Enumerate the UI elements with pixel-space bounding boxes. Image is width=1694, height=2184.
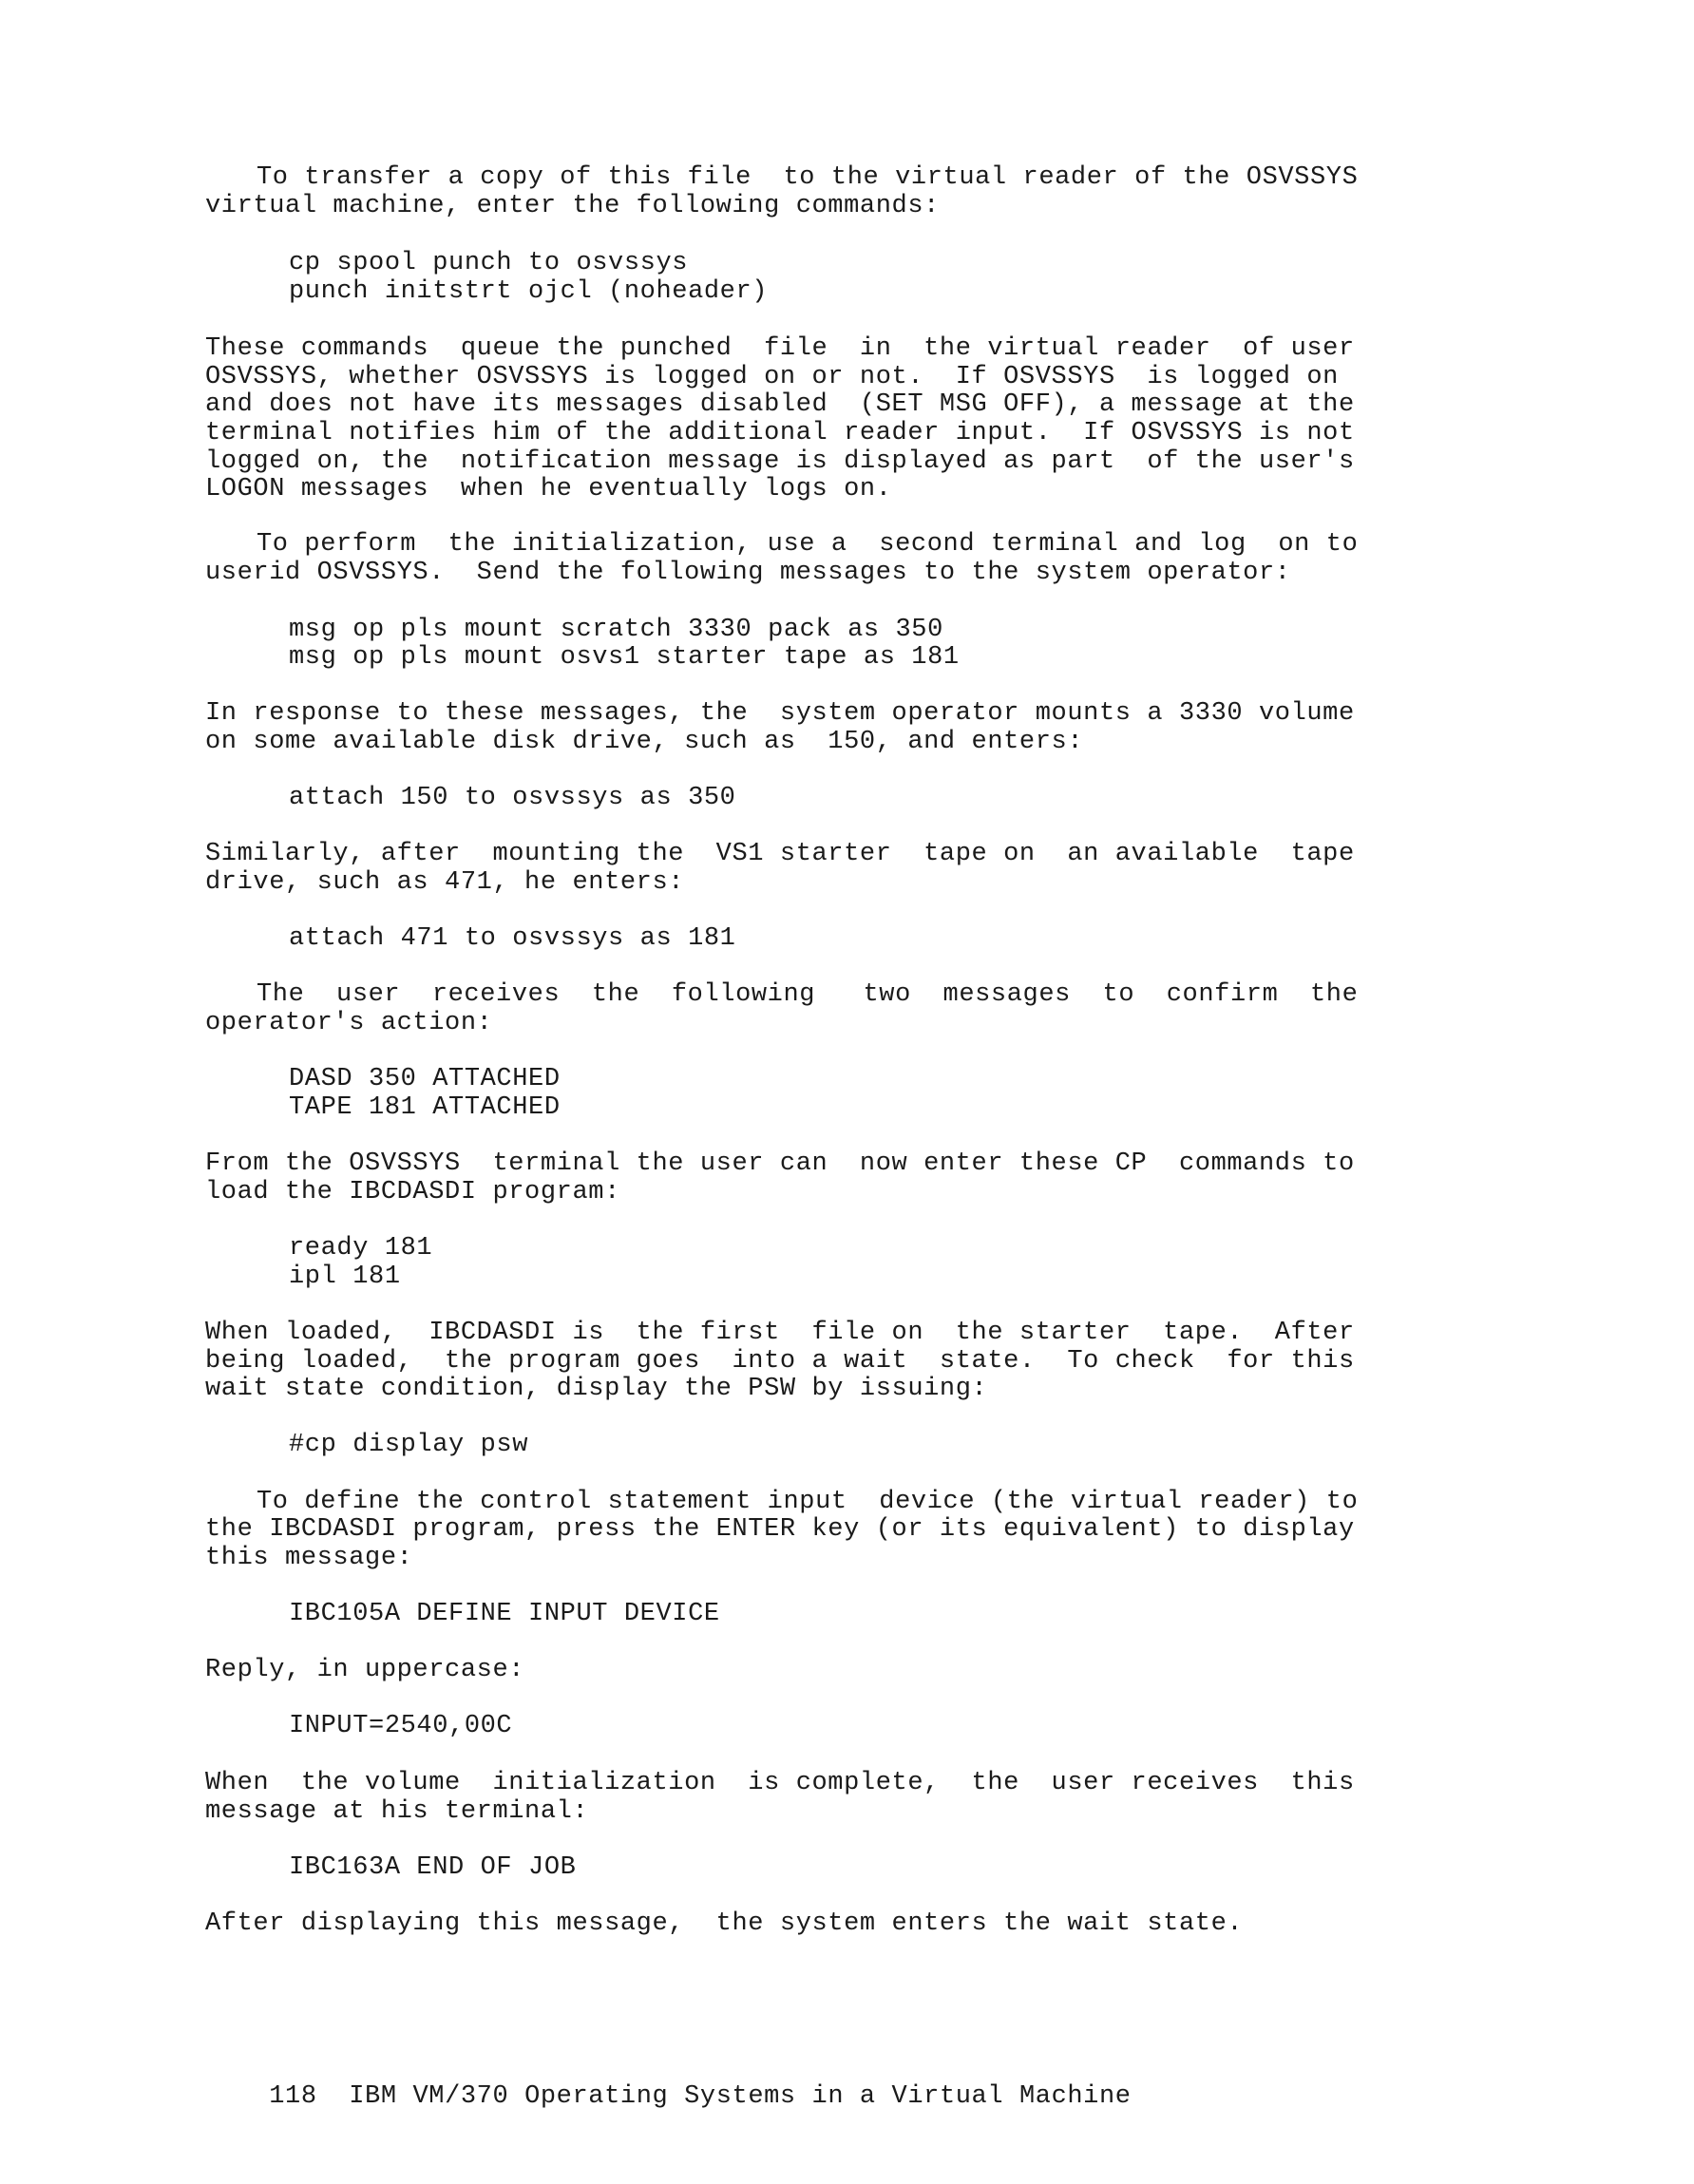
code-line: IBC105A DEFINE INPUT DEVICE (289, 1600, 720, 1628)
code-line: TAPE 181 ATTACHED (289, 1093, 561, 1122)
text-line: operator's action: (205, 1009, 493, 1037)
code-line: punch initstrt ojcl (noheader) (289, 277, 769, 306)
text-line: logged on, the notification message is displayed as part of the user's (205, 447, 1355, 476)
text-line: To define the control statement input device (the virtual reader) to (257, 1488, 1359, 1516)
page-footer (205, 2054, 1132, 2139)
text-line: These commands queue the punched file in the virtual reader of user (205, 334, 1355, 363)
text-line: Reply, in uppercase: (205, 1656, 525, 1684)
text-line: this message: (205, 1544, 413, 1572)
text-line: the IBCDASDI program, press the ENTER key (or its equivalent) to display (205, 1515, 1355, 1544)
text-line: wait state condition, display the PSW by issuing: (205, 1375, 988, 1403)
text-line: The user receives the following two messages to confirm the (257, 980, 1359, 1009)
code-line: attach 471 to osvssys as 181 (289, 924, 736, 953)
text-line: message at his terminal: (205, 1797, 589, 1826)
text-line: on some available disk drive, such as 150, and enters: (205, 728, 1084, 756)
text-line: userid OSVSSYS. Send the following messages to the system operator: (205, 559, 1291, 587)
code-line: msg op pls mount scratch 3330 pack as 350 (289, 616, 943, 644)
text-line: Similarly, after mounting the VS1 starter tape on an available tape (205, 840, 1355, 868)
text-line: virtual machine, enter the following commands: (205, 192, 940, 220)
text-line: drive, such as 471, he enters: (205, 868, 685, 897)
text-line: From the OSVSSYS terminal the user can now enter these CP commands to (205, 1149, 1355, 1178)
text-line: To perform the initialization, use a second terminal and log on to (257, 530, 1359, 559)
code-line: ipl 181 (289, 1263, 401, 1291)
text-line: In response to these messages, the system operator mounts a 3330 volume (205, 699, 1355, 728)
code-line: attach 150 to osvssys as 350 (289, 784, 736, 812)
text-line: terminal notifies him of the additional reader input. If OSVSSYS is not (205, 419, 1355, 447)
text-line: being loaded, the program goes into a wait state. To check for this (205, 1347, 1355, 1376)
code-line: INPUT=2540,00C (289, 1712, 513, 1740)
text-line: After displaying this message, the system enters the wait state. (205, 1909, 1244, 1938)
text-line: When the volume initialization is complete, the user receives this (205, 1769, 1355, 1797)
code-line: ready 181 (289, 1234, 433, 1263)
code-line: msg op pls mount osvs1 starter tape as 181 (289, 643, 960, 672)
code-line: #cp display psw (289, 1431, 529, 1459)
text-line: and does not have its messages disabled (SET MSG OFF), a message at the (205, 390, 1355, 419)
code-line: DASD 350 ATTACHED (289, 1065, 561, 1093)
text-line: OSVSSYS, whether OSVSSYS is logged on or not. If OSVSSYS is logged on (205, 363, 1339, 391)
page-number: 118 (269, 2082, 317, 2111)
text-line: To transfer a copy of this file to the virtual reader of the OSVSSYS (257, 163, 1359, 192)
code-line: cp spool punch to osvssys (289, 249, 689, 277)
running-title: IBM VM/370 Operating Systems in a Virtual Machine (349, 2082, 1132, 2111)
text-line: LOGON messages when he eventually logs on. (205, 475, 892, 503)
text-line: When loaded, IBCDASDI is the first file on the starter tape. After (205, 1319, 1355, 1347)
text-line: load the IBCDASDI program: (205, 1178, 620, 1206)
code-line: IBC163A END OF JOB (289, 1853, 577, 1882)
